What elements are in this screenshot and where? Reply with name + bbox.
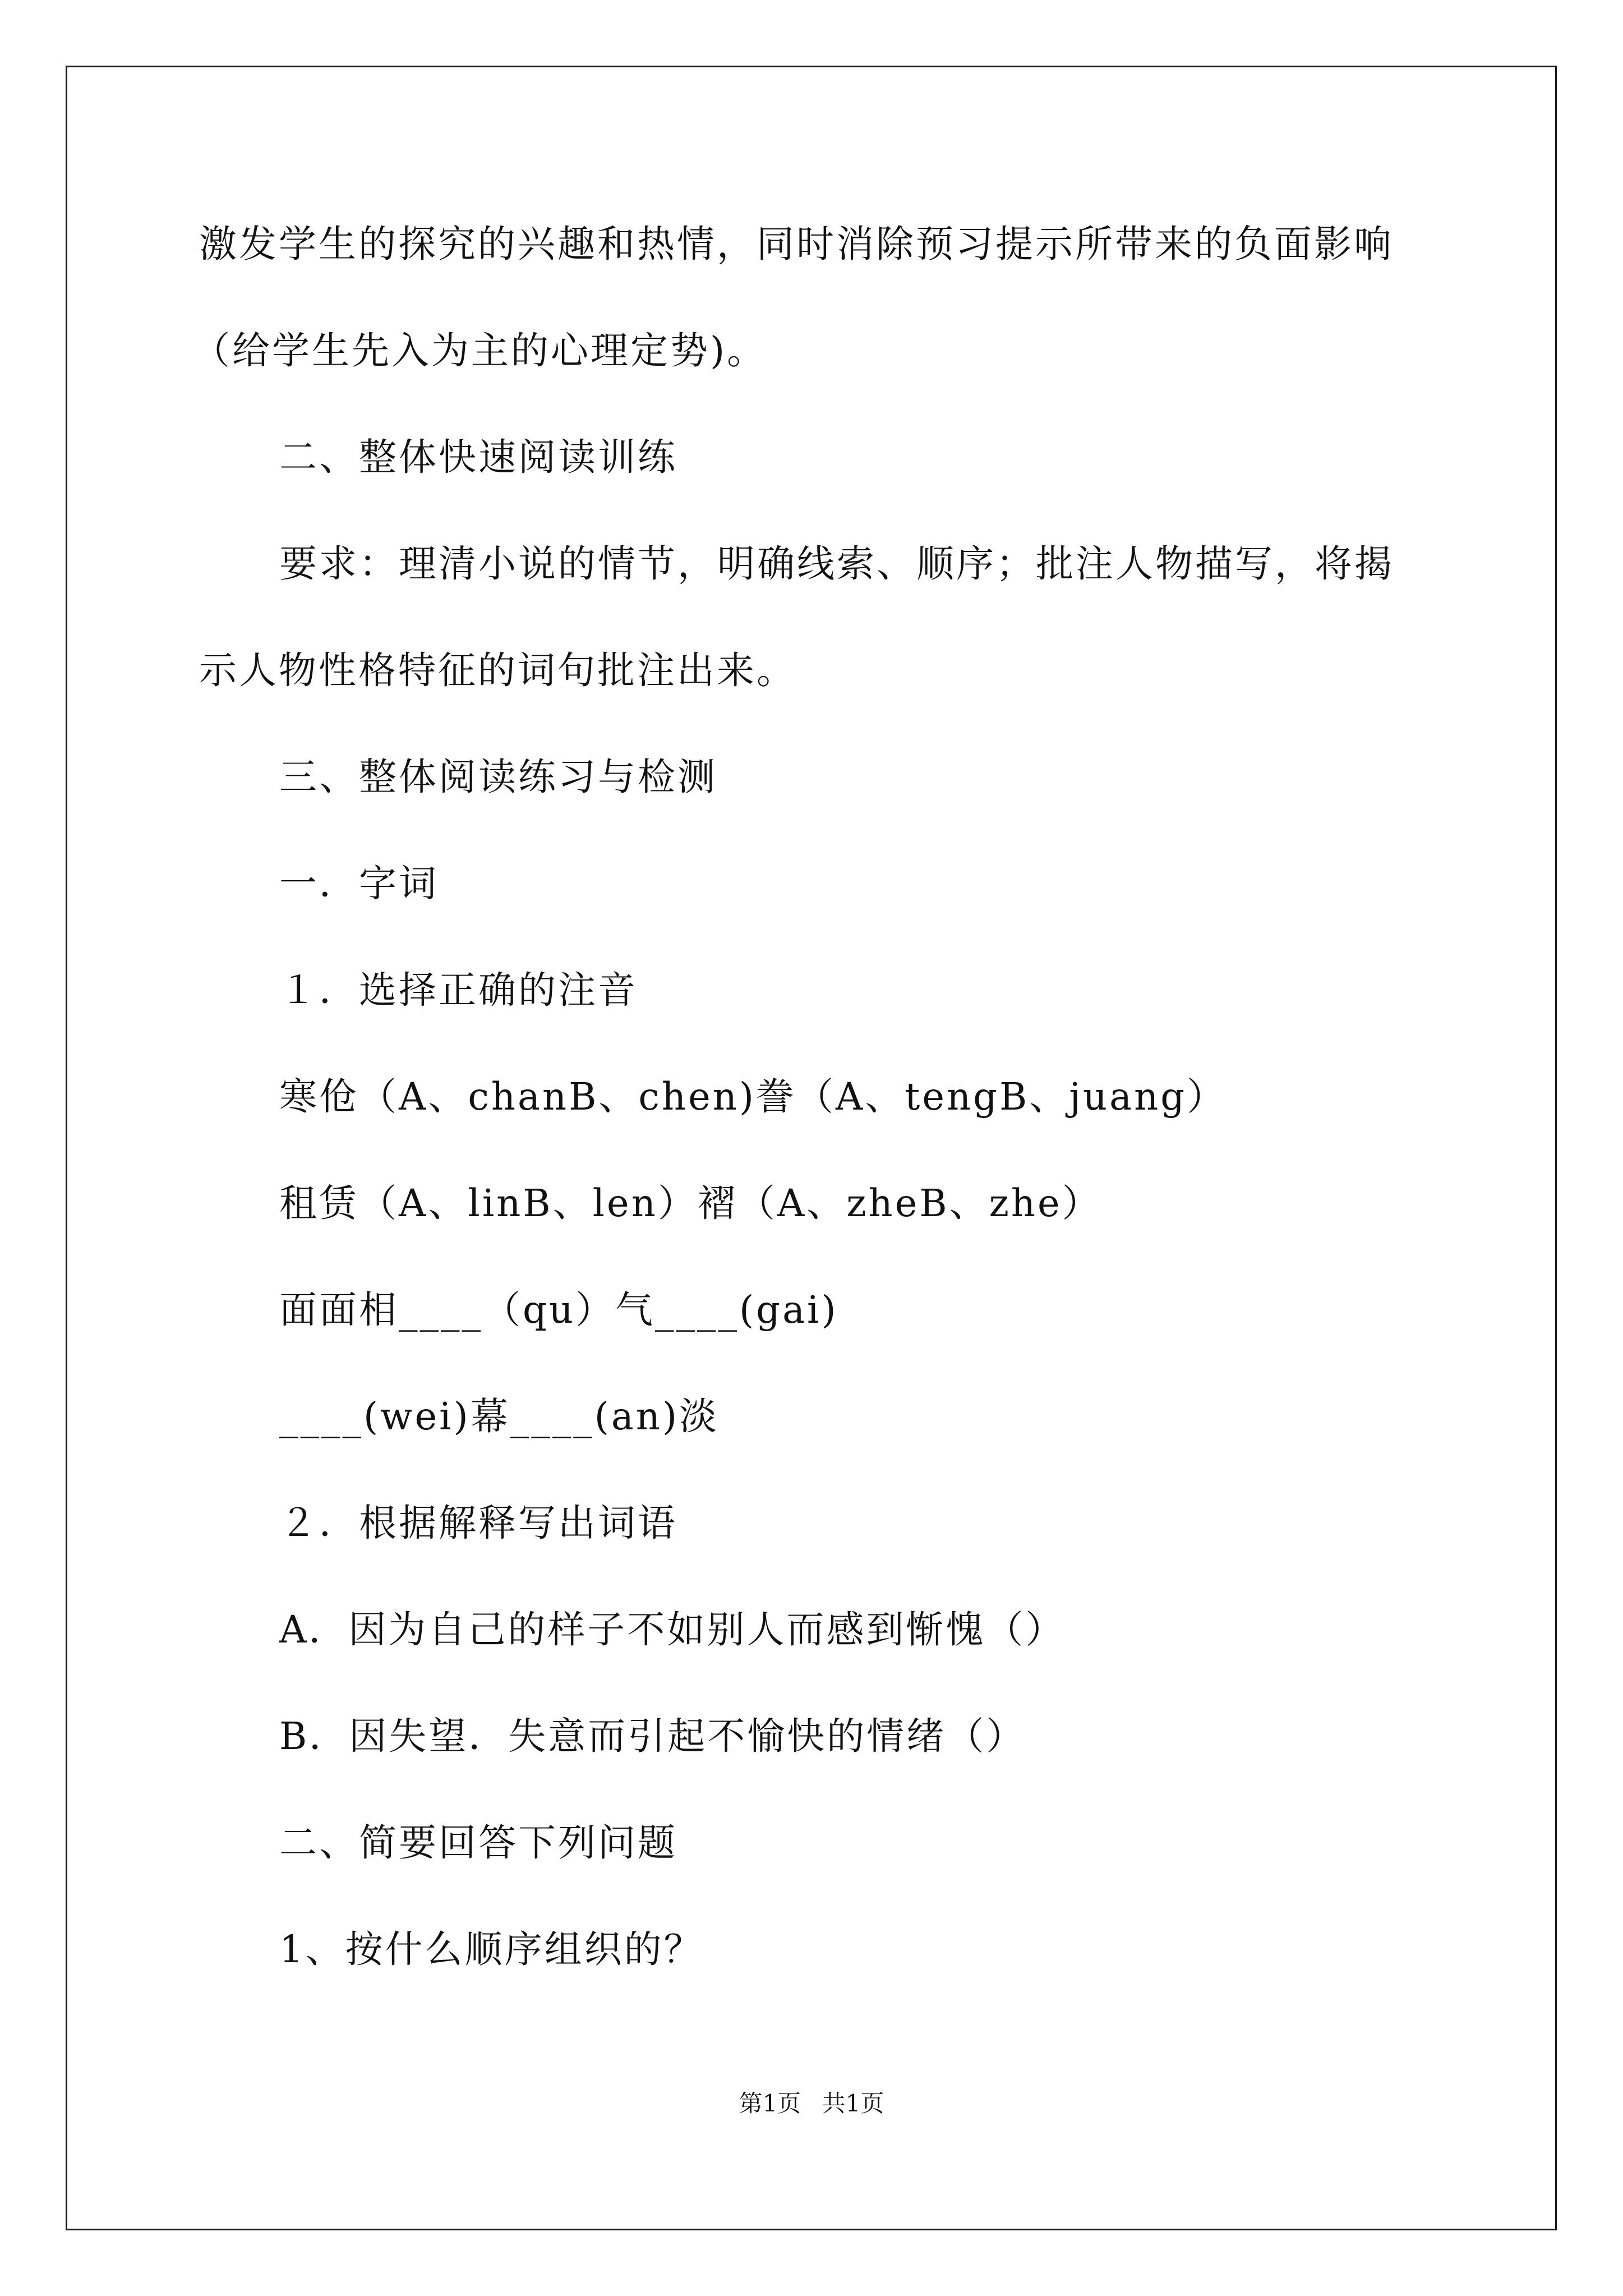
question-item: B．因失望．失意而引起不愉快的情绪（）	[279, 1714, 1026, 1758]
section-heading: 三、整体阅读练习与检测	[279, 755, 717, 799]
question-item: 寒伧（A、chanB、chen)誊（A、tengB、juang）	[279, 1075, 1227, 1119]
subsection-heading: 一．字词	[279, 862, 439, 905]
question-item: A．因为自己的样子不如别人而感到惭愧（）	[279, 1608, 1066, 1651]
section-heading: 二、整体快速阅读训练	[279, 435, 677, 479]
page-number: 第1页	[739, 2090, 801, 2117]
paragraph-line: 要求：理清小说的情节，明确线索、顺序；批注人物描写，将揭	[279, 542, 1394, 586]
page-total: 共1页	[822, 2090, 884, 2117]
paragraph-line: （给学生先入为主的心理定势)。	[192, 329, 767, 372]
page-footer	[0, 2090, 1623, 2118]
question-item: ____(wei)幕____(an)淡	[279, 1395, 720, 1438]
paragraph-line: 激发学生的探究的兴趣和热情，同时消除预习提示所带来的负面影响	[199, 222, 1394, 266]
page-border	[66, 66, 1557, 2230]
question-item: 1、按什么顺序组织的？	[279, 1927, 704, 1971]
section-heading: 二、简要回答下列问题	[279, 1821, 677, 1865]
question-item: 面面相____（qu）气____(gai)	[279, 1288, 838, 1332]
question-item: 租赁（A、linB、len）褶（A、zheB、zhe）	[279, 1181, 1102, 1225]
question-heading: ２．根据解释写出词语	[279, 1501, 677, 1545]
question-heading: １．选择正确的注音	[279, 968, 638, 1012]
paragraph-line: 示人物性格特征的词句批注出来。	[199, 648, 796, 692]
